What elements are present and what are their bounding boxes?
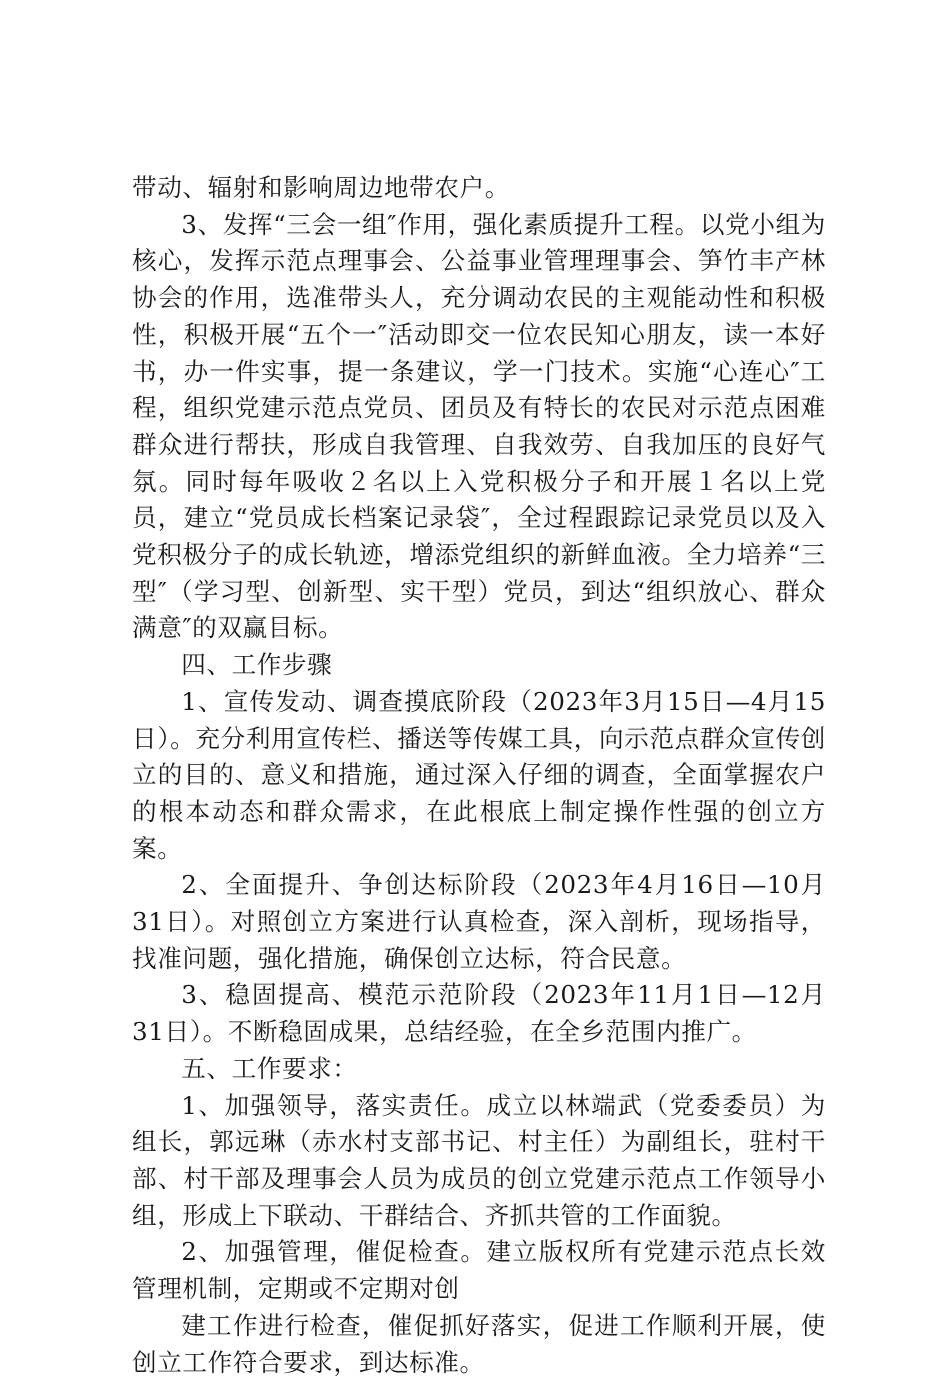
- paragraph-2: 3、发挥“三会一组″作用，强化素质提升工程。以党小组为核心，发挥示范点理事会、公益事业管理理事会、笋竹丰产林协会的作用，选准带头人，充分调动农民的主观能动性和积极性，积极开展“五个一″活动即交一位农民知心朋友，读一本好书，办一件实事，提一条建议，学一门技术。实施“心连心″工程，组织党建示范点党员、团员及有特长的农民对示范点困难群众进行帮扶，形成自我管理、自我效劳、自我加压的良好气氛。同时每年吸收２名以上入党积极分子和开展１名以上党员，建立“党员成长档案记录袋″，全过程跟踪记录党员以及入党积极分子的成长轨迹，增添党组织的新鲜血液。全力培养“三型″（学习型、创新型、实干型）党员，到达“组织放心、群众满意″的双赢目标。: [132, 209, 826, 643]
- paragraph-step-2: 2、全面提升、争创达标阶段（2023年4月16日—10月31日）。对照创立方案进行认真检查，深入剖析，现场指导，找准问题，强化措施，确保创立达标，符合民意。: [132, 870, 826, 973]
- document-body: [132, 170, 826, 1381]
- paragraph-1: 带动、辐射和影响周边地带农户。: [132, 173, 510, 202]
- paragraph-requirement-2: 2、加强管理，催促检查。建立版权所有党建示范点长效管理机制，定期或不定期对创: [132, 1237, 826, 1304]
- paragraph-step-3: 3、稳固提高、模范示范阶段（2023年11月1日—12月31日）。不断稳固成果，总结经验，在全乡范围内推广。: [132, 980, 826, 1047]
- section-heading-work-steps: 四、工作步骤: [181, 650, 333, 680]
- paragraph-step-1: 1、宣传发动、调查摸底阶段（2023年3月15日—4月15日）。充分利用宣传栏、播送等传媒工具，向示范点群众宣传创立的目的、意义和措施，通过深入仔细的调查，全面掌握农户的根本动态和群众需求，在此根底上制定操作性强的创立方案。: [132, 686, 826, 863]
- section-heading-work-requirements: 五、工作要求：: [181, 1053, 358, 1083]
- paragraph-requirement-1: 1、加强领导，落实责任。成立以林端武（党委委员）为组长，郭远琳（赤水村支部书记、村主任）为副组长，驻村干部、村干部及理事会人员为成员的创立党建示范点工作领导小组，形成上下联动、干群结合、齐抓共管的工作面貌。: [132, 1090, 826, 1230]
- paragraph-continuation: 建工作进行检查，催促抓好落实，促进工作顺利开展，使创立工作符合要求，到达标准。: [132, 1310, 826, 1377]
